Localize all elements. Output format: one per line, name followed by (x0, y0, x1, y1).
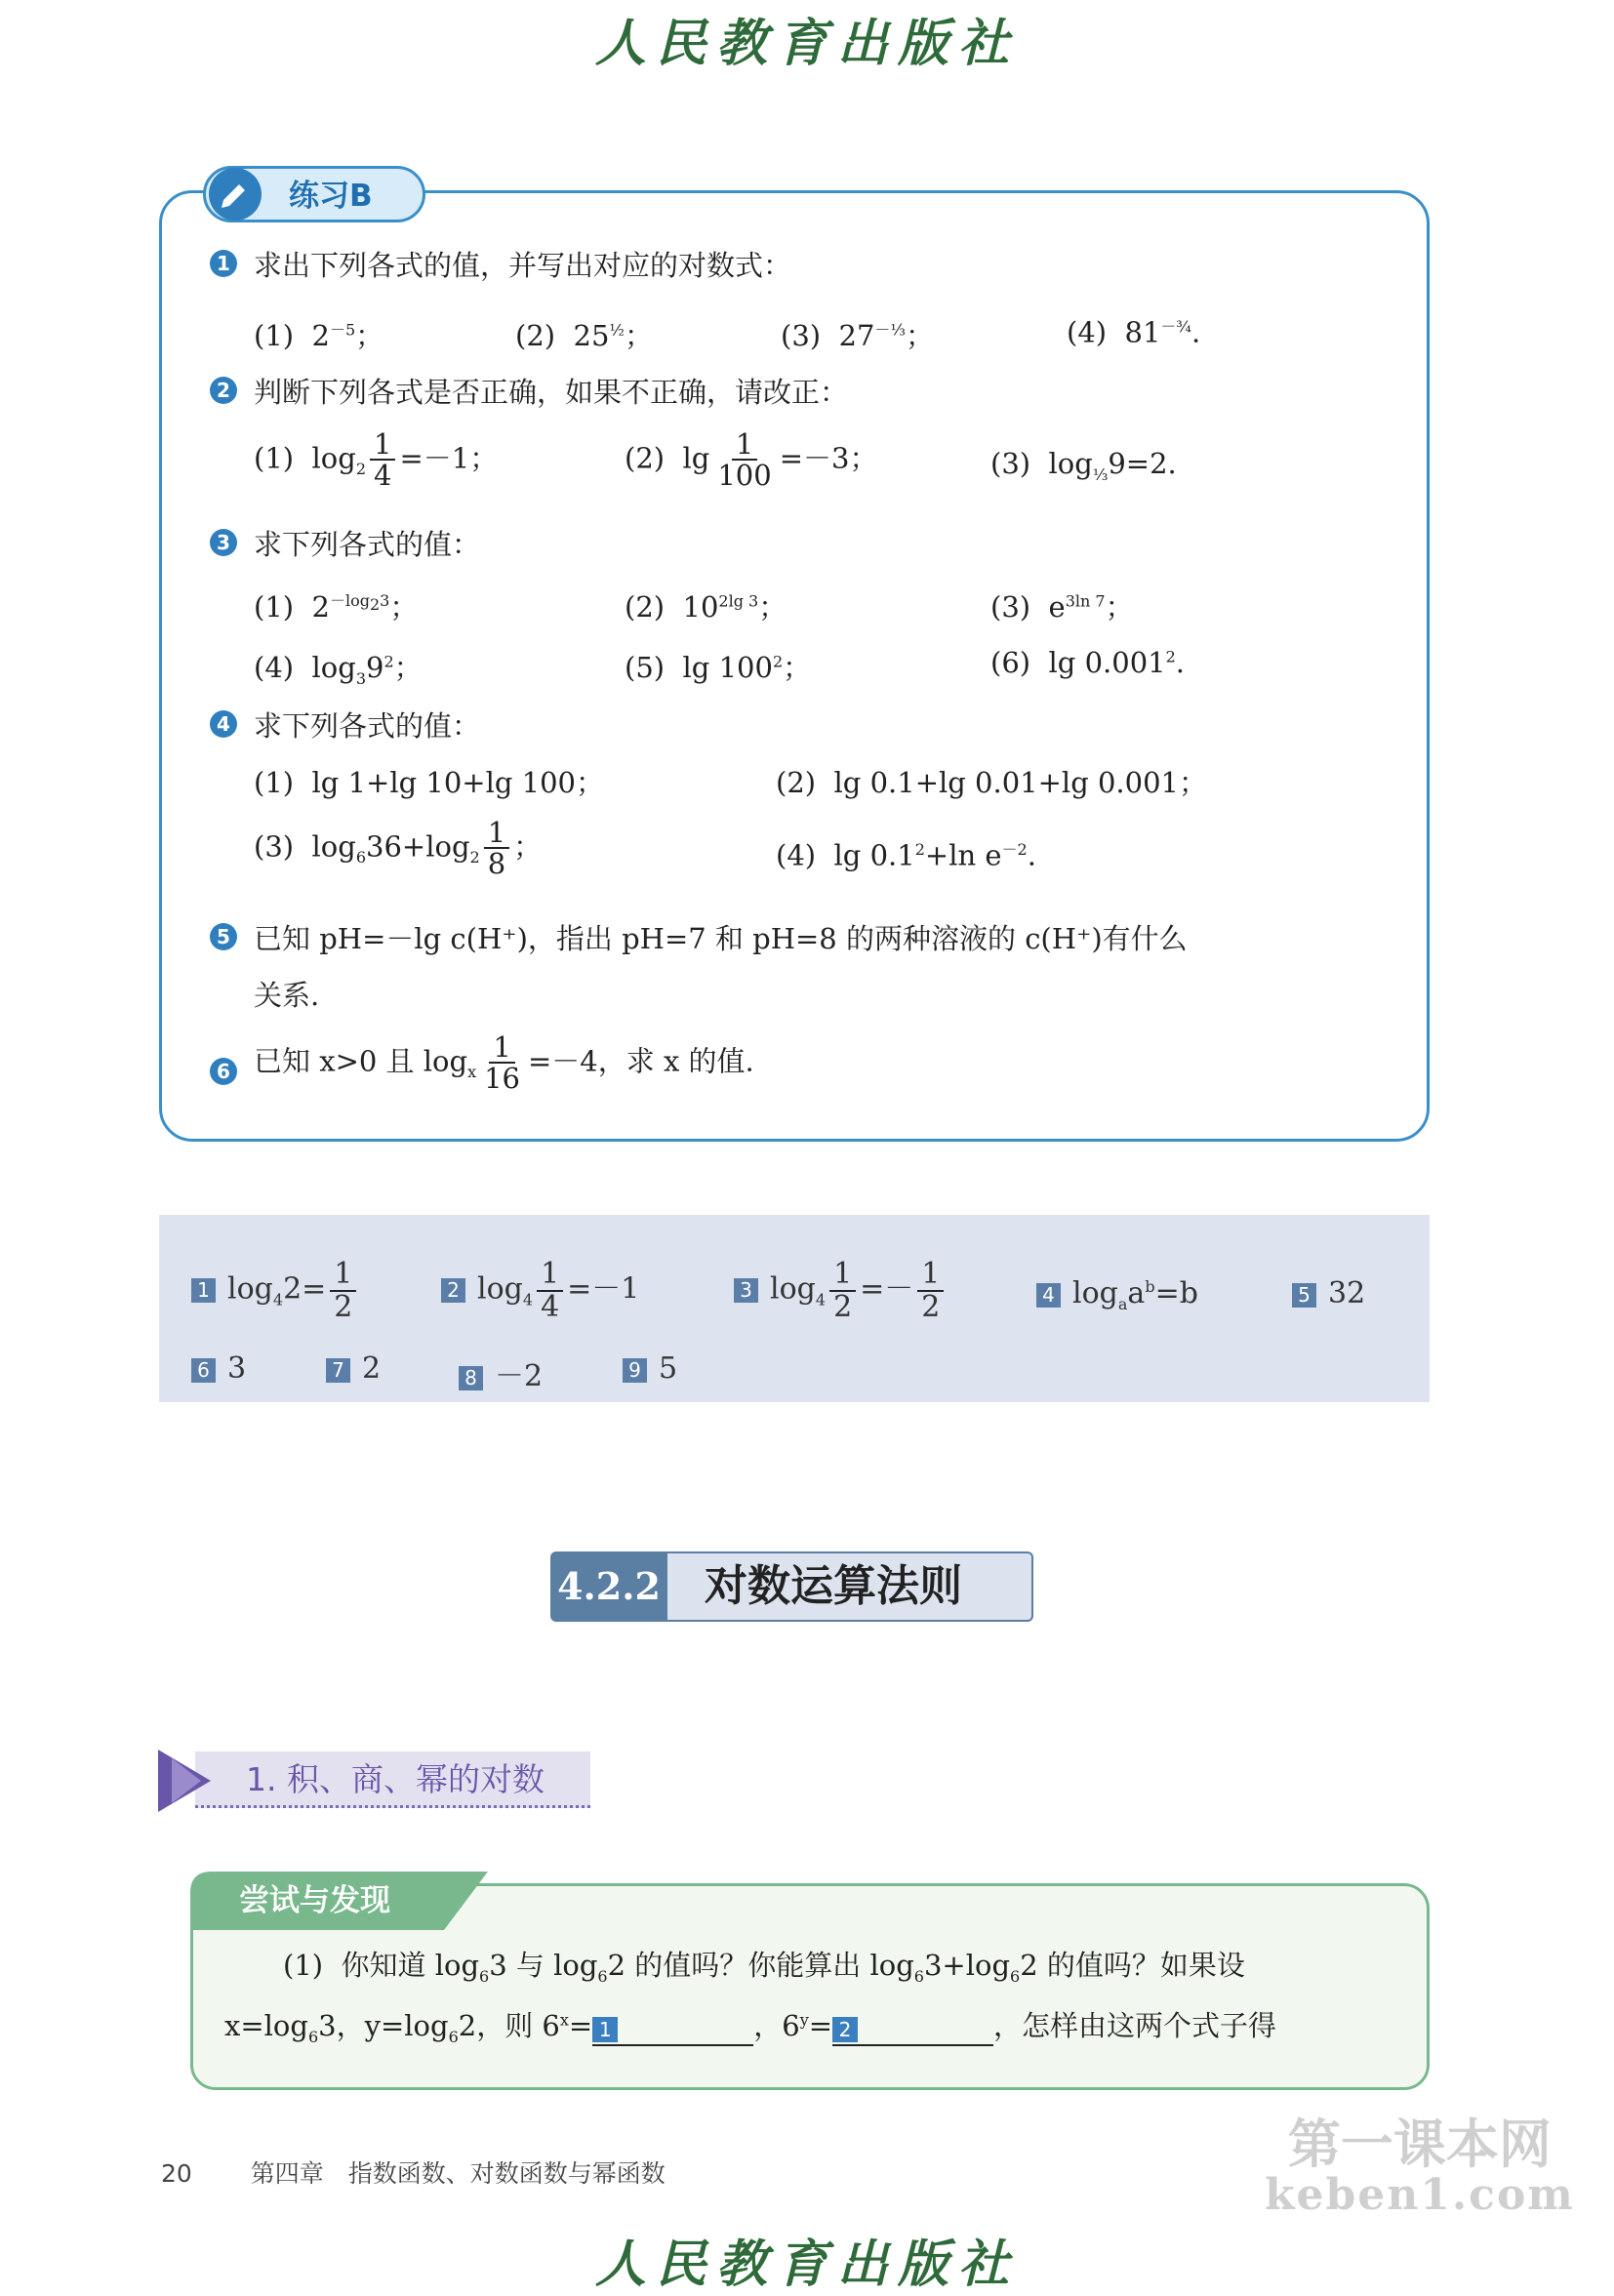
blank-2[interactable]: 2 (832, 2011, 993, 2046)
watermark-line2: keben1.com (1265, 2169, 1575, 2220)
play-arrow-icon (156, 1747, 224, 1815)
question-4-text: 求下列各式的值： (254, 709, 481, 743)
q6-frac-denominator: 16 (484, 1062, 520, 1096)
question-number: 4 (210, 710, 237, 738)
question-number: 1 (210, 250, 237, 277)
question-6-text (254, 1032, 754, 1094)
try-text-line1: (1) 你知道 $\log_63$ 与 $\log_62$ 的值吗？你能算出 $\log_63+\log_62$ 的值吗？如果设 (283, 1949, 1245, 1986)
q1-item-3: (3) $27^{-\frac{1}{3}}$； (781, 319, 934, 352)
q4-item-4: (4) $\lg 0.1^2+\ln$ $e^{-2}$. (776, 838, 1036, 872)
q3-item-1: (1) $2^{-log_23}$； (254, 590, 419, 624)
answer-8: 8 －2 (459, 1351, 543, 1394)
answer-2: 2 $\log_4$ $\frac{1}{4}$ =－1 (441, 1259, 639, 1322)
page-number: 20 (161, 2159, 192, 2188)
blank-1[interactable]: 1 (592, 2011, 753, 2046)
question-number: 6 (210, 1058, 237, 1085)
question-number: 3 (210, 529, 237, 556)
answer-6: 6 3 (191, 1351, 246, 1386)
question-1-text: 求出下列各式的值，并写出对应的对数式： (254, 249, 792, 282)
question-number: 2 (210, 377, 237, 404)
question-3-text: 求下列各式的值： (254, 528, 481, 561)
question-5-text-line2: 关系. (254, 979, 320, 1012)
q6-frac-numerator: 1 (489, 1032, 514, 1064)
q2-item-2: (2) lg $\frac{1}{100}$ =－3； (625, 427, 878, 493)
watermark (1265, 2114, 1575, 2220)
answer-5: 5 32 (1292, 1276, 1365, 1310)
q2-item-3: (3) $\log_{\frac{1}{3}}9=2$. (990, 447, 1177, 484)
q1-item-1: (1) $2^{-5}$； (254, 319, 384, 352)
section-title: 对数运算法则 (667, 1551, 1033, 1622)
answer-4: 4 $\log_aa^b=b$ (1036, 1276, 1198, 1313)
pencil-icon (209, 168, 262, 221)
try-text-line2: $x=\log_63$，$y=\log_62$，则 $6^x= 1$ ，$6^y= 2$ ，怎样由这两个式子得 (224, 2009, 1277, 2046)
q3-item-2: (2) $10^{2lg 3}$； (625, 590, 787, 624)
q4-item-2: (2) lg 0.1+lg 0.01+lg 0.001； (776, 766, 1207, 799)
answer-7: 7 2 (326, 1351, 381, 1386)
try-discover-label: 尝试与发现 (239, 1883, 390, 1918)
question-5-text-line1: 已知 pH=－lg c(H⁺)，指出 pH=7 和 pH=8 的两种溶液的 c(H⁺)有什么 (254, 922, 1188, 955)
q3-item-5: (5) $\lg 100^2$； (625, 651, 812, 684)
publisher-logo-bottom: 人民教育出版社 (594, 2235, 1019, 2294)
q2-item-1: (1) $\log_2$ $\frac{1}{4}$ =－1； (254, 427, 499, 493)
question-number: 5 (210, 923, 237, 950)
q3-item-3: (3) $e^{3ln 7}$； (990, 590, 1134, 624)
question-2-text: 判断下列各式是否正确，如果不正确，请改正： (254, 376, 849, 409)
q1-item-2: (2) $25^{\frac{1}{2}}$； (515, 319, 653, 352)
q1-item-4: (4) $81^{-\frac{3}{4}}$. (1067, 315, 1201, 349)
q4-item-3: (3) $\log_636+\log_2$ $\frac{1}{8}$ ； (254, 816, 543, 881)
q3-item-4: (4) $\log_39^2$； (254, 651, 423, 688)
answer-1: 1 $\log_42=$ $\frac{1}{2}$ (191, 1259, 360, 1322)
q6-prefix: 已知 x>0 且 log (254, 1044, 468, 1078)
watermark-line1: 第一课本网 (1287, 2114, 1552, 2175)
page-footer (161, 2155, 666, 2190)
q6-suffix: =－4，求 x 的值. (528, 1044, 754, 1078)
chapter-title: 第四章 指数函数、对数函数与幂函数 (250, 2159, 666, 2188)
q6-log-base: x (467, 1063, 477, 1082)
subsection-title: 1. 积、商、幂的对数 (195, 1752, 590, 1808)
answer-3: 3 $\log_4$ $\frac{1}{2}$ =－ $\frac{1}{2}$ (734, 1259, 948, 1322)
exercise-title: 练习B (289, 179, 373, 214)
publisher-logo-top: 人民教育出版社 (594, 14, 1019, 73)
answer-9: 9 5 (623, 1351, 677, 1386)
q3-item-6: (6) lg 0.001$^2$. (990, 646, 1185, 679)
q4-item-1: (1) lg 1+lg 10+lg 100； (254, 766, 604, 799)
section-number: 4.2.2 (550, 1551, 667, 1622)
